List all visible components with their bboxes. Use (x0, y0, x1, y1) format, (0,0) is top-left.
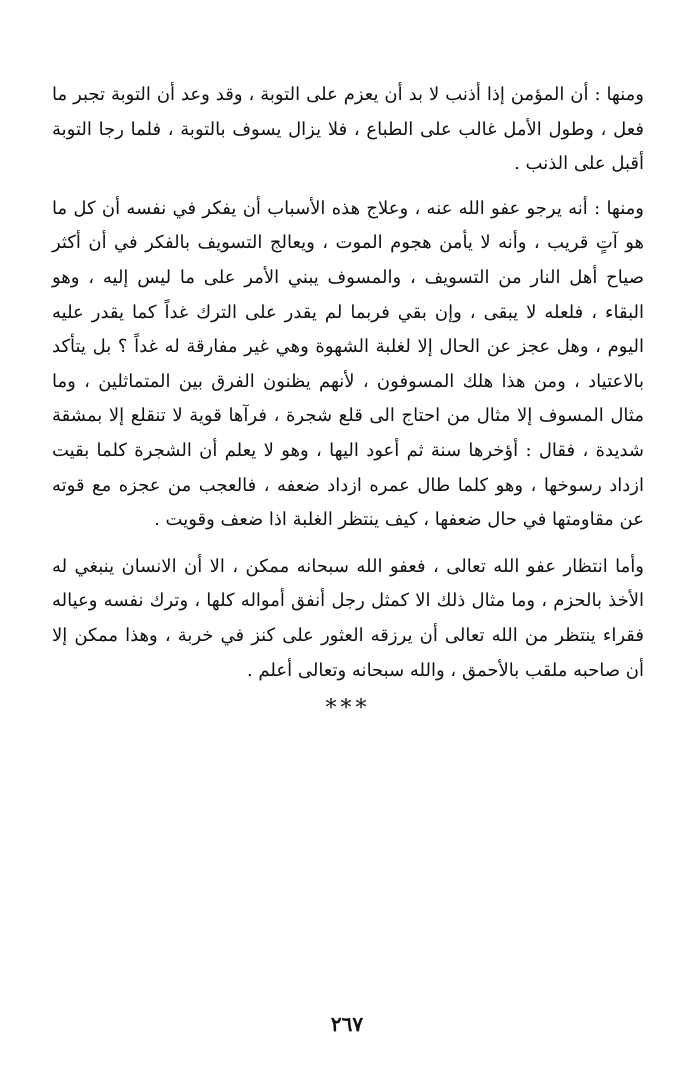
page-number: ٢٦٧ (330, 1012, 364, 1036)
paragraph-3: وأما انتظار عفو الله تعالى ، فعفو الله سبحانه ممكن ، الا أن الانسان ينبغي له الأخذ بالحزم ، وما مثال ذلك الا كمثل رجل أنفق أمواله كلها ، وترك نفسه وعياله فقراء ينتظر من الله تعالى أن يرزقه العثور على كنز في خربة ، وهذا ممكن إلا أن صاحبه ملقب بالأحمق ، والله سبحانه وتعالى أعلم . (52, 555, 644, 681)
section-separator: *** (325, 696, 371, 722)
paragraph-2: ومنها : أنه يرجو عفو الله عنه ، وعلاج هذه الأسباب أن يفكر في نفسه أن كل ما هو آتٍ قريب ، وأنه لا يأمن هجوم الموت ، ويعالج التسويف بالفكر في أن أكثر صياح أهل النار من التسويف ، والمسوف يبني الأمر على ما ليس إليه ، وهو البقاء ، فلعله لا يبقى ، وإن بقي فربما لم يقدر على الترك غداً كما يقدر عليه اليوم ، وهل عجز عن الحال إلا لغلبة الشهوة وهي غير مفارقة له غداً ؟ بل يتأكد بالاعتياد ، ومن هذا هلك المسوفون ، لأنهم يظنون الفرق بين المتماثلين ، وما مثال المسوف إلا مثال من احتاج الى قلع شجرة ، فرآها قوية لا تنقلع إلا بمشقة شديدة ، فقال : أؤخرها سنة ثم أعود اليها ، وهو لا يعلم أن الشجرة كلما بقيت ازداد رسوخها ، وهو كلما طال عمره ازداد ضعفه ، فالعجب من عجزه مع قوته عن مقاومتها في حال ضعفها ، كيف ينتظر الغلبة اذا ضعف وقويت . (52, 197, 644, 531)
paragraph-spacer (52, 182, 644, 192)
paragraph-1: ومنها : أن المؤمن إذا أذنب لا بد أن يعزم على التوبة ، وقد وعد أن التوبة تجبر ما فعل ، وطول الأمل غالب على الطباع ، فلا يزال يسوف بالتوبة ، فلما رجا التوبة أقبل على الذنب . (52, 84, 644, 175)
body-text (52, 78, 644, 721)
paragraph-spacer (52, 538, 644, 550)
